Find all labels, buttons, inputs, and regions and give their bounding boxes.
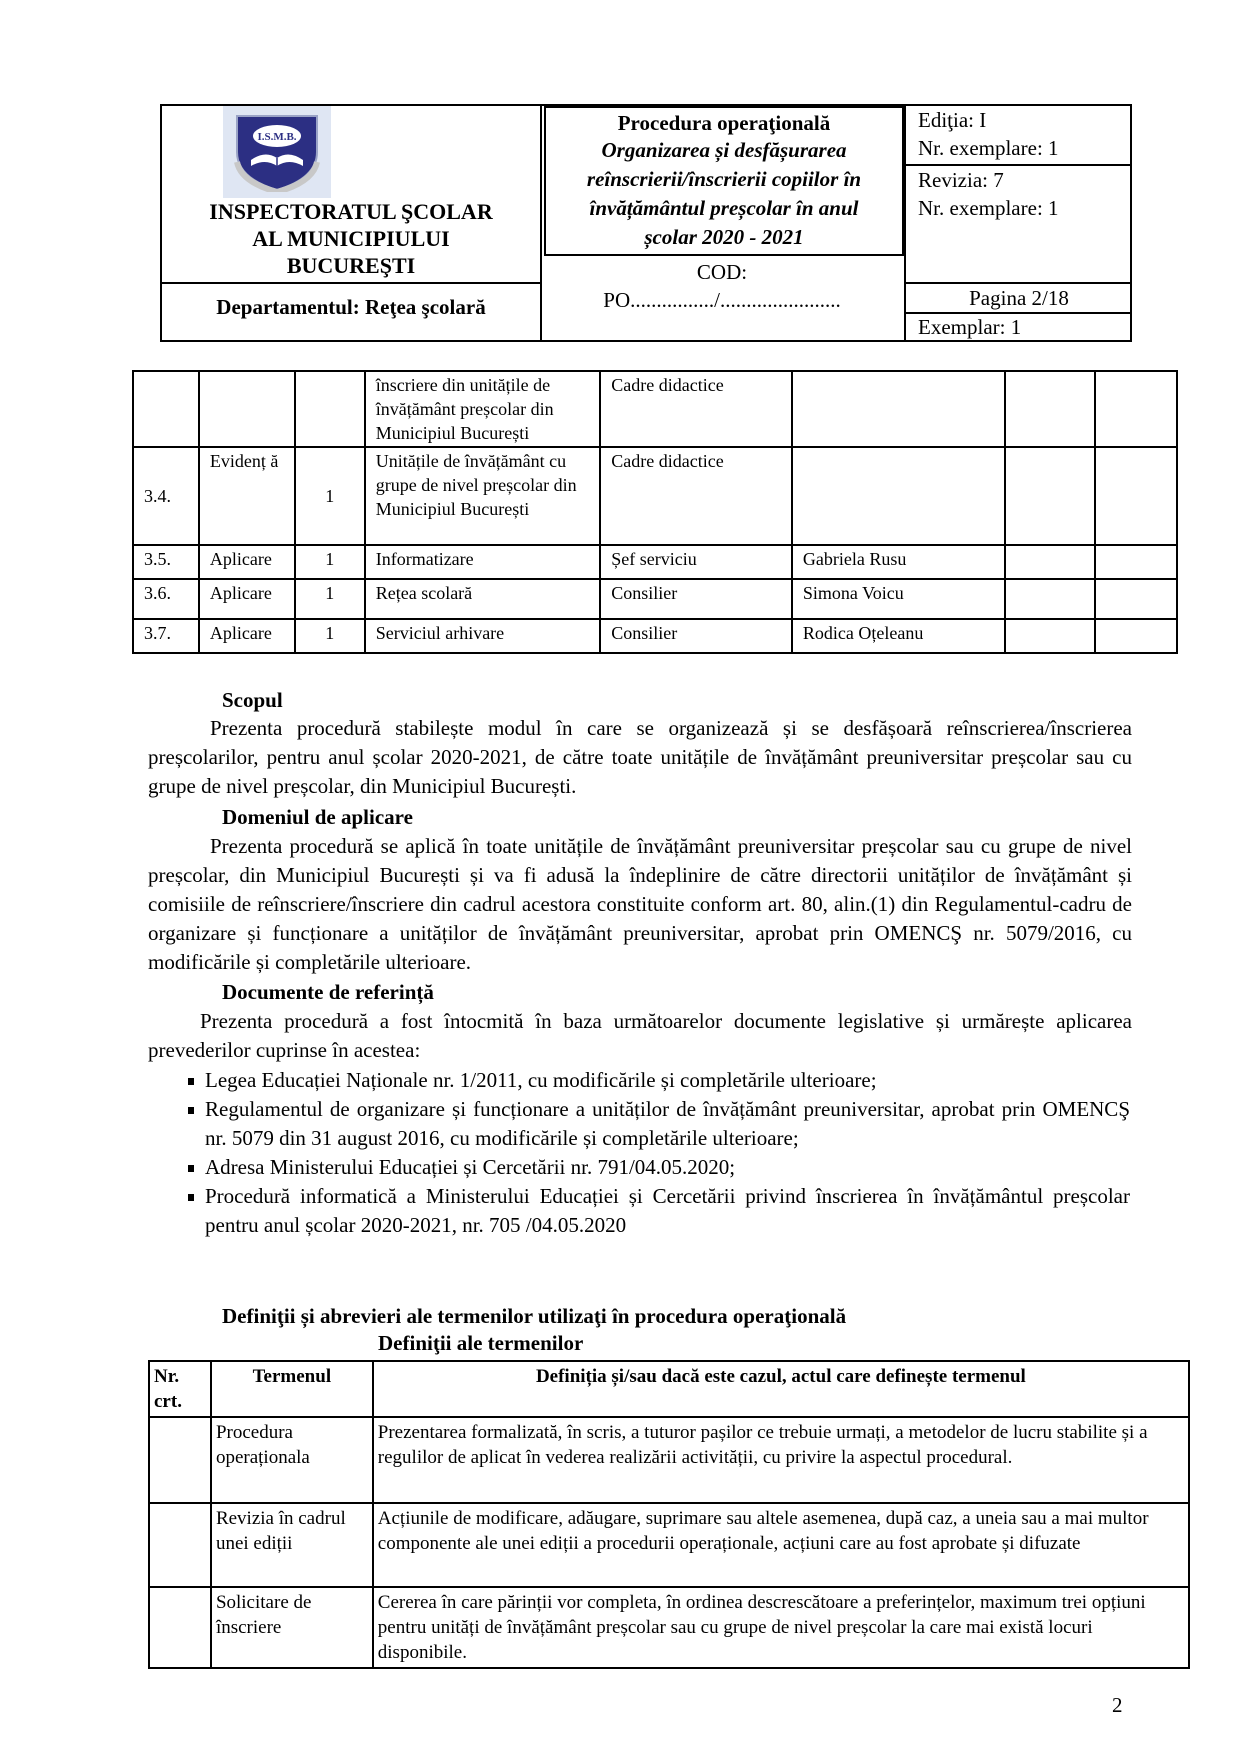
table-row: înscriere din unitățile de învățământ preșcolar din Municipiul București Cadre didactice (133, 371, 1177, 447)
list-item: Legea Educației Naționale nr. 1/2011, cu modificările și completările ulterioare; (185, 1066, 1130, 1095)
copies-count-1: Nr. exemplare: 1 (918, 136, 1059, 160)
cod-label: COD: (696, 260, 748, 284)
table-row: 3.5. Aplicare 1 Informatizare Șef serviciu Gabriela Rusu (133, 545, 1177, 579)
header-institution-cell (162, 106, 542, 342)
procedure-title-line: învățământul preșcolar în anul (589, 196, 859, 220)
section-heading-definitii: Definiţii și abrevieri ale termenilor utilizaţi în procedura operaţională (222, 1304, 847, 1328)
reference-documents-list (185, 1066, 1130, 1240)
table-row: 3.7. Aplicare 1 Serviciul arhivare Consilier Rodica Oțeleanu (133, 619, 1177, 653)
paragraph-domeniul: Prezenta procedură se aplică în toate unitățile de învățământ preuniversitar preșcolar sau cu grupe de nivel preșcolar, din Municipiul București și va fi adusă la îndeplinire de către directorii unităților de învățământ și comisiile de reînscriere/înscriere din cadrul acestora constituite conform art. 80, alin.(1) din Regulamentul-cadru de organizare și funcționare a unităților de învățământ preuniversitar, aprobat prin OMENCŞ nr. 5079/2016, cu modificările și completările ulterioare. (148, 834, 1132, 974)
procedure-title-line: școlar 2020 - 2021 (644, 225, 804, 249)
header-procedure-cell (540, 106, 904, 342)
revision-label: Revizia: 7 (918, 168, 1004, 192)
paragraph-documente-intro: Prezenta procedură a fost întocmită în baza următoarelor documente legislative și urmărește aplicarea prevederilor cuprinse în acestea: (148, 1009, 1132, 1062)
table-row: Revizia în cadrul unei ediții Acțiunile de modificare, adăugare, suprimare sau altele asemenea, după caz, a uneia sau a mai multor componente ale unei ediții a procedurii operaționale, acțiuni care au fost aprobate și difuzate (149, 1503, 1189, 1587)
header-edition-cell (904, 106, 1132, 342)
column-header-termen: Termenul (211, 1361, 373, 1417)
procedure-label: Procedura operaţională (617, 111, 831, 135)
definitions-table (148, 1360, 1190, 1669)
edition-label: Ediţia: I (918, 108, 987, 132)
page-indicator: Pagina 2/18 (969, 286, 1069, 310)
bullet-square-icon (188, 1078, 194, 1085)
procedure-title-line: Organizarea și desfășurarea (601, 138, 847, 162)
list-item: Procedură informatică a Ministerului Educației și Cercetării privind înscrierea în învățământul preșcolar pentru anul școlar 2020-2021, nr. 705 /04.05.2020 (185, 1182, 1130, 1240)
section-heading-scopul: Scopul (222, 688, 283, 712)
table-row: 3.6. Aplicare 1 Rețea scolară Consilier Simona Voicu (133, 579, 1177, 619)
copies-count-2: Nr. exemplare: 1 (918, 196, 1059, 220)
table-row: Procedura operaționala Prezentarea formalizată, în scris, a tuturor pașilor ce trebuie urmați, a metodelor de lucru stabilite și a regulilor de aplicat în vederea realizării activității, cu privire la aspectul procedural. (149, 1417, 1189, 1503)
department-label: Departamentul: Reţea şcolară (216, 295, 486, 319)
section-heading-domeniul: Domeniul de aplicare (222, 805, 413, 829)
column-header-nr: Nr. crt. (149, 1361, 211, 1417)
bullet-square-icon (188, 1165, 194, 1172)
cod-value: PO................/....................... (603, 288, 841, 312)
table-row: 3.4. Evidenț ă 1 Unitățile de învățământ cu grupe de nivel preșcolar din Municipiul București Cadre didactice (133, 447, 1177, 545)
shield-book-icon (231, 112, 323, 192)
ismb-logo (223, 106, 331, 198)
section-heading-documente: Documente de referință (222, 980, 434, 1004)
bullet-square-icon (188, 1107, 194, 1114)
bullet-square-icon (188, 1194, 194, 1201)
institution-block (162, 106, 540, 284)
copy-label: Exemplar: 1 (918, 315, 1022, 339)
document-header (160, 104, 1132, 342)
table-row: Solicitare de înscriere Cererea în care părinții vor completa, în ordinea descrescătoare a preferințelor, maximum trei opțiuni pentru unități de învățământ preșcolar sau cu grupe de nivel preșcolar la care mai există locuri disponibile. (149, 1587, 1189, 1668)
section-subheading-definitii: Definiţii ale termenilor (378, 1331, 584, 1355)
list-item: Adresa Ministerului Educației și Cercetării nr. 791/04.05.2020; (185, 1153, 1130, 1182)
list-item: Regulamentul de organizare și funcționare a unităților de învățământ preuniversitar, aprobat prin OMENCŞ nr. 5079 din 31 august 2016, cu modificările și completările ulterioare; (185, 1095, 1130, 1153)
procedure-title-box (544, 106, 904, 256)
responsibility-table (132, 370, 1178, 654)
table-header-row (149, 1361, 1189, 1417)
page-number: 2 (1112, 1693, 1123, 1717)
svg-text:I.S.M.B.: I.S.M.B. (257, 131, 297, 143)
column-header-definitie: Definiția și/sau dacă este cazul, actul care definește termenul (373, 1361, 1189, 1417)
procedure-title-line: reînscrierii/înscrierii copiilor în (586, 167, 862, 191)
procedure-code (540, 258, 904, 314)
organization-name: INSPECTORATUL ŞCOLAR AL MUNICIPIULUI BUCUREŞTI (209, 199, 493, 278)
paragraph-scopul: Prezenta procedură stabilește modul în care se organizează și se desfășoară reînscrierea/înscrierea preșcolarilor, pentru anul școlar 2020-2021, de către toate unitățile de învățământ preuniversitar preșcolar sau cu grupe de nivel preșcolar, din Municipiul București. (148, 716, 1132, 798)
